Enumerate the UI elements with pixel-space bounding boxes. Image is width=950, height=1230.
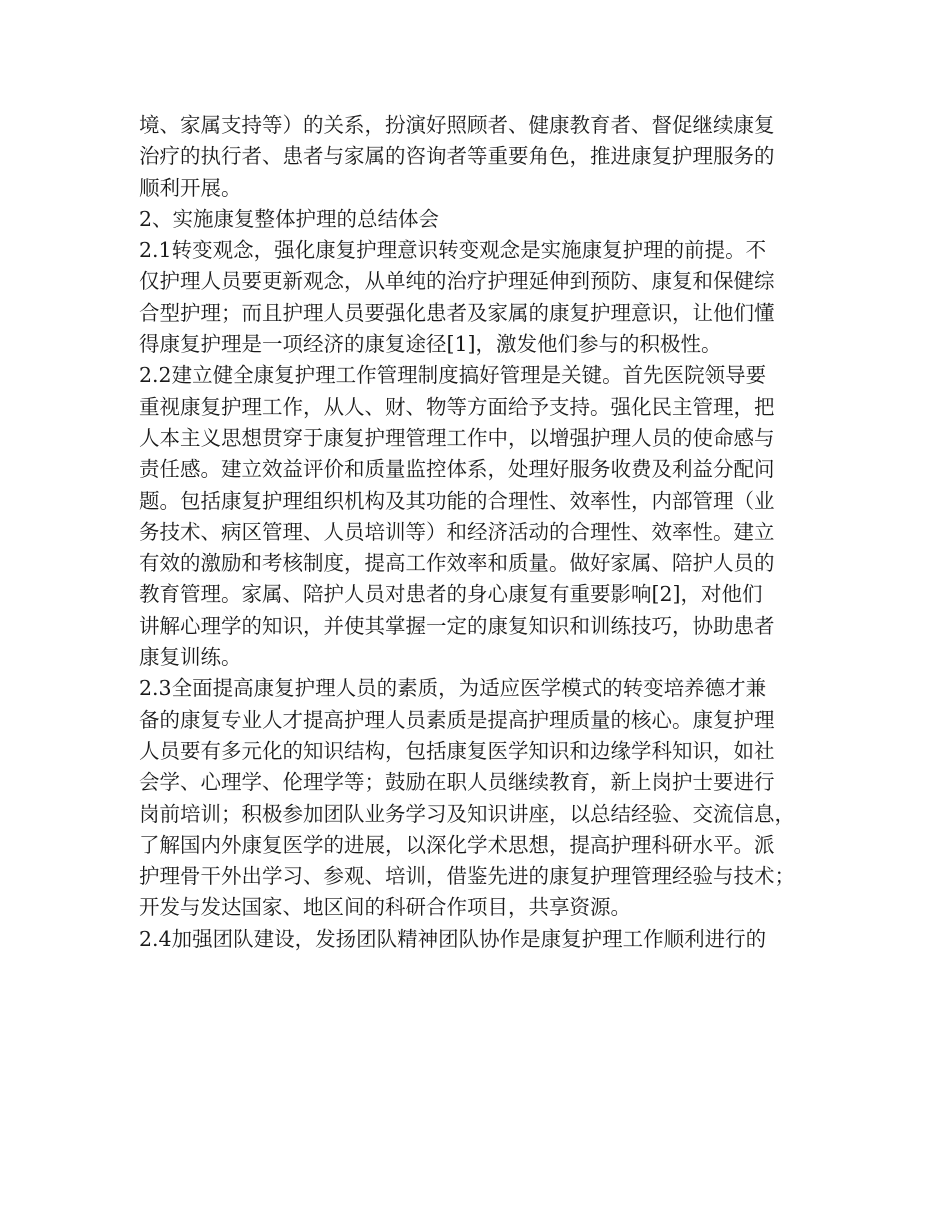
text-line: 重视康复护理工作，从人、财、物等方面给予支持。强化民主管理，把 [139,394,775,419]
text-line: 了解国内外康复医学的进展，以深化学术思想，提高护理科研水平。派 [139,832,775,857]
text-line: 仅护理人员要更新观念，从单纯的治疗护理延伸到预防、康复和保健综 [139,269,775,294]
text-line: 2.1转变观念，强化康复护理意识转变观念是实施康复护理的前提。不 [139,238,767,263]
text-line: 境、家属支持等）的关系，扮演好照顾者、健康教育者、督促继续康复 [139,113,775,137]
text-line: 康复训练。 [139,645,242,670]
text-line: 合型护理；而且护理人员要强化患者及家属的康复护理意识，让他们懂 [139,300,775,325]
text-line: 开发与发达国家、地区间的科研合作项目，共享资源。 [139,895,631,920]
text-line: 岗前培训；积极参加团队业务学习及知识讲座，以总结经验、交流信息， [139,801,795,826]
text-line: 2.4加强团队建设，发扬团队精神团队协作是康复护理工作顺利进行的 [139,926,767,951]
text-line: 有效的激励和考核制度，提高工作效率和质量。做好家属、陪护人员的 [139,551,775,576]
text-line: 题。包括康复护理组织机构及其功能的合理性、效率性，内部管理（业 [139,488,775,513]
text-line: 会学、心理学、伦理学等；鼓励在职人员继续教育，新上岗护士要进行 [139,770,775,795]
text-line: 教育管理。家属、陪护人员对患者的身心康复有重要影响[2]，对他们 [139,582,763,607]
text-line: 责任感。建立效益评价和质量监控体系，处理好服务收费及利益分配问 [139,457,775,482]
text-line: 人本主义思想贯穿于康复护理管理工作中，以增强护理人员的使命感与 [139,425,775,450]
text-line: 治疗的执行者、患者与家属的咨询者等重要角色，推进康复护理服务的 [139,144,775,169]
text-line: 备的康复专业人才提高护理人员素质是提高护理质量的核心。康复护理 [139,707,775,732]
text-line: 2.3全面提高康复护理人员的素质，为适应医学模式的转变培养德才兼 [139,676,767,701]
text-line: 护理骨干外出学习、参观、培训，借鉴先进的康复护理管理经验与技术； [139,864,795,889]
section-heading: 2、实施康复整体护理的总结体会 [139,206,440,231]
text-line: 讲解心理学的知识，并使其掌握一定的康复知识和训练技巧，协助患者 [139,613,775,638]
text-line: 2.2建立健全康复护理工作管理制度搞好管理是关键。首先医院领导要 [139,363,767,388]
text-line: 顺利开展。 [139,175,242,200]
text-line: 得康复护理是一项经济的康复途径[1]，激发他们参与的积极性。 [139,332,722,357]
text-line: 人员要有多元化的知识结构，包括康复医学知识和边缘学科知识，如社 [139,738,775,763]
document-body-text [139,110,819,955]
text-line: 务技术、病区管理、人员培训等）和经济活动的合理性、效率性。建立 [139,519,775,544]
